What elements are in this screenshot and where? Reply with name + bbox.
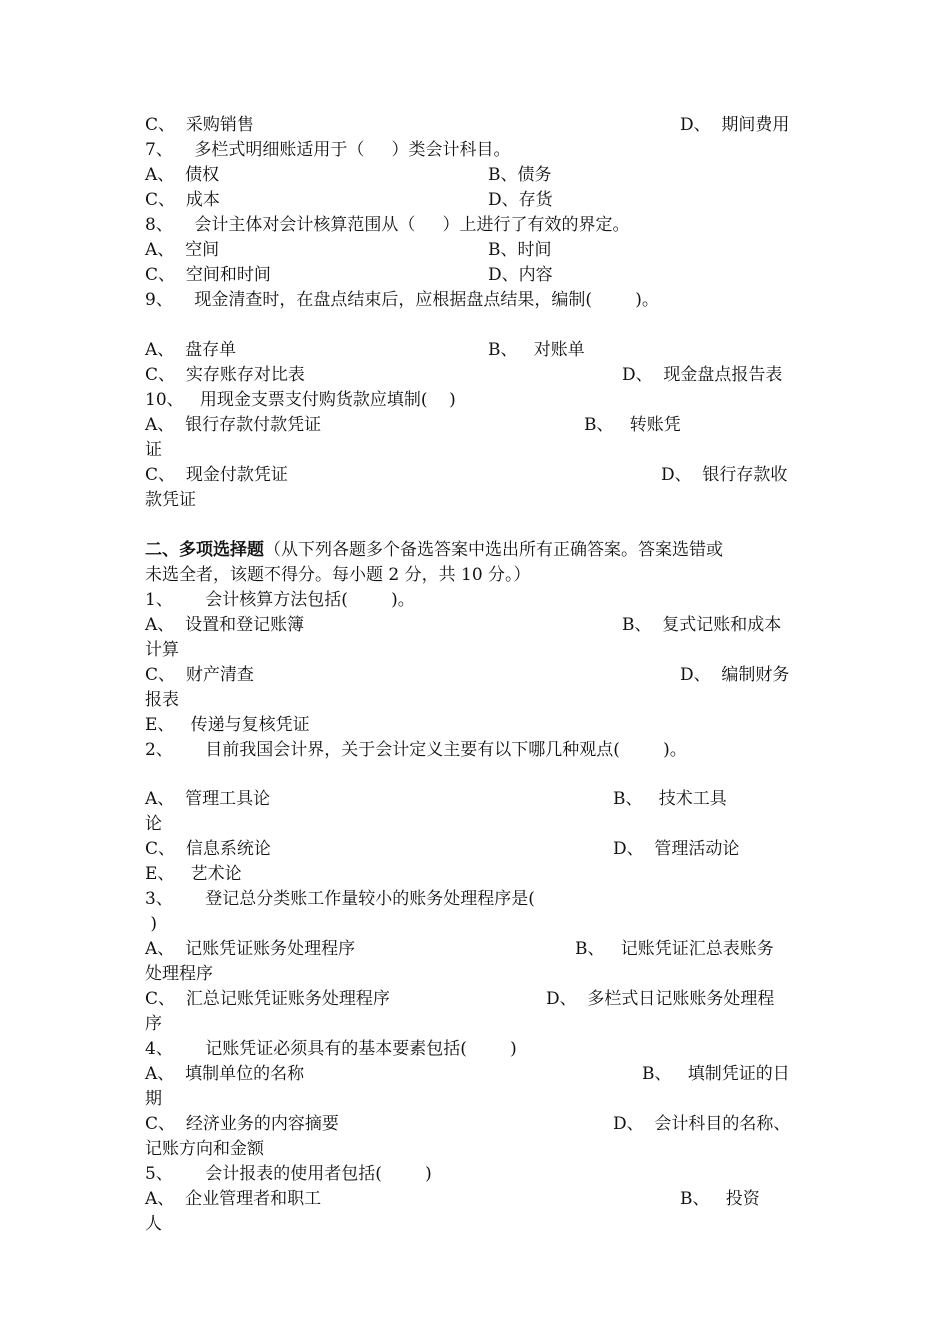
mq-2: 2、 目前我国会计界，关于会计定义主要有以下哪几种观点( )。 — [145, 740, 687, 760]
mq4-option-d-wrap: 记账方向和金额 — [145, 1139, 264, 1159]
line-d-option: D、 期间费用 — [680, 115, 790, 135]
q9-option-d: D、 现金盘点报告表 — [622, 365, 783, 385]
q8-option-a: A、 空间 — [145, 240, 220, 260]
q7-option-b: B、债务 — [488, 165, 552, 185]
mq1-option-e: E、 传递与复核凭证 — [145, 715, 310, 735]
q7-option-a: A、 债权 — [145, 165, 220, 185]
section-2-instructions-wrap: 未选全者，该题不得分。每小题 2 分，共 10 分。） — [145, 565, 531, 585]
mq2-option-b: B、 技术工具 — [613, 789, 727, 809]
mq4-option-a: A、 填制单位的名称 — [145, 1064, 305, 1084]
q10-option-b-wrap: 证 — [145, 440, 162, 460]
mq5-option-b: B、 投资 — [680, 1189, 760, 1209]
q10-option-c: C、 现金付款凭证 — [145, 465, 288, 485]
mq5-option-b-wrap: 人 — [145, 1214, 162, 1234]
q10-option-b: B、 转账凭 — [584, 415, 681, 435]
q7-option-c: C、 成本 — [145, 190, 220, 210]
mq1-option-a: A、 设置和登记账簿 — [145, 615, 305, 635]
mq-5: 5、 会计报表的使用者包括( ) — [145, 1164, 432, 1184]
q10-option-d: D、 银行存款收 — [661, 465, 788, 485]
q8-option-c: C、 空间和时间 — [145, 265, 271, 285]
mq1-option-b-wrap: 计算 — [145, 640, 179, 660]
question-10: 10、 用现金支票支付购货款应填制( ) — [145, 390, 456, 410]
mq3-option-d: D、 多栏式日记账账务处理程 — [546, 989, 775, 1009]
mq2-option-d: D、 管理活动论 — [613, 839, 740, 859]
q9-option-c: C、 实存账存对比表 — [145, 365, 305, 385]
mq2-option-c: C、 信息系统论 — [145, 839, 271, 859]
section-2-instructions: （从下列各题多个备选答案中选出所有正确答案。答案选错或 — [264, 540, 723, 560]
mq4-option-b: B、 填制凭证的日 — [642, 1064, 790, 1084]
mq-3-wrap: ) — [145, 914, 158, 934]
mq-4: 4、 记账凭证必须具有的基本要素包括( ) — [145, 1039, 517, 1059]
question-9: 9、 现金清查时，在盘点结束后，应根据盘点结果，编制( )。 — [145, 290, 659, 310]
mq1-option-d-wrap: 报表 — [145, 690, 179, 710]
q9-option-b: B、 对账单 — [488, 340, 585, 360]
mq-1: 1、 会计核算方法包括( )。 — [145, 590, 415, 610]
mq5-option-a: A、 企业管理者和职工 — [145, 1189, 322, 1209]
mq3-option-b: B、 记账凭证汇总表账务 — [575, 939, 774, 959]
q8-option-b: B、时间 — [488, 240, 552, 260]
question-7: 7、 多栏式明细账适用于（ ）类会计科目。 — [145, 140, 511, 160]
section-2-heading — [145, 538, 723, 563]
mq2-option-a: A、 管理工具论 — [145, 789, 271, 809]
mq1-option-b: B、 复式记账和成本 — [622, 615, 782, 635]
mq4-option-d: D、 会计科目的名称、 — [613, 1114, 791, 1134]
section-2-title: 二、多项选择题 — [145, 540, 264, 560]
mq4-option-c: C、 经济业务的内容摘要 — [145, 1114, 339, 1134]
mq3-option-d-wrap: 序 — [145, 1014, 162, 1034]
q7-option-d: D、存货 — [488, 190, 553, 210]
mq2-option-e: E、 艺术论 — [145, 864, 242, 884]
q8-option-d: D、内容 — [488, 265, 553, 285]
mq1-option-c: C、 财产清查 — [145, 665, 254, 685]
mq1-option-d: D、 编制财务 — [680, 665, 790, 685]
line-c-option: C、 采购销售 — [145, 115, 254, 135]
mq2-option-b-wrap: 论 — [145, 814, 162, 834]
mq-3: 3、 登记总分类账工作量较小的账务处理程序是( — [145, 889, 535, 909]
q9-option-a: A、 盘存单 — [145, 340, 237, 360]
question-8: 8、 会计主体对会计核算范围从（ ）上进行了有效的界定。 — [145, 215, 630, 235]
q10-option-d-wrap: 款凭证 — [145, 490, 196, 510]
mq4-option-b-wrap: 期 — [145, 1089, 162, 1109]
mq3-option-b-wrap: 处理程序 — [145, 964, 213, 984]
q10-option-a: A、 银行存款付款凭证 — [145, 415, 322, 435]
mq3-option-a: A、 记账凭证账务处理程序 — [145, 939, 356, 959]
mq3-option-c: C、 汇总记账凭证账务处理程序 — [145, 989, 390, 1009]
